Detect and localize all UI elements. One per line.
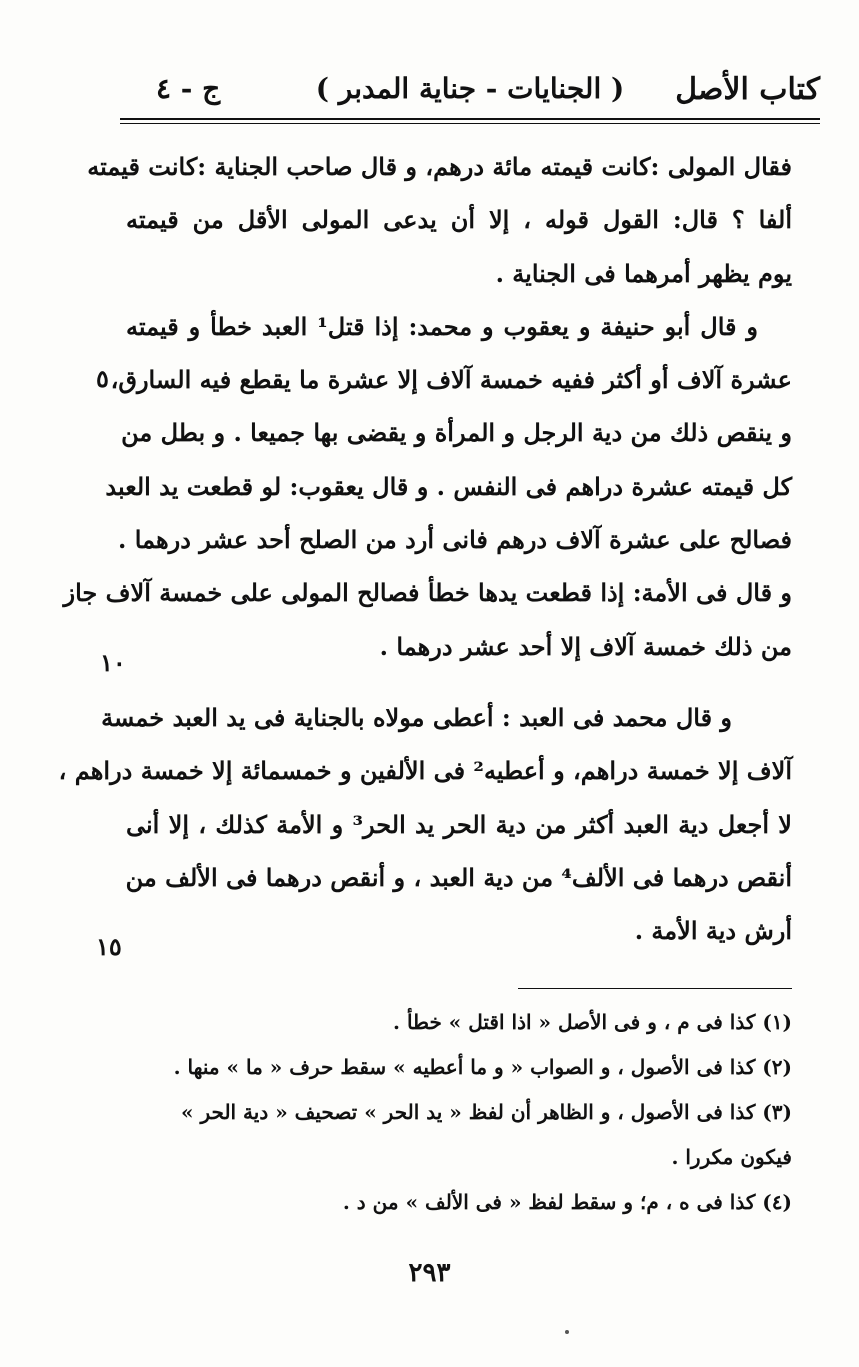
header-rule-thick xyxy=(120,118,820,120)
chapter-title: ( الجنايات - جناية المدبر ) xyxy=(315,72,625,105)
text-line: و ينقص ذلك من دية الرجل و المرأة و يقضى بها جميعا . و بطل من xyxy=(121,418,792,448)
line-number-10: ١٠ xyxy=(100,648,126,677)
line-number-15: ١٥ xyxy=(96,932,122,961)
scan-speck xyxy=(565,1330,569,1334)
footnote-separator xyxy=(518,988,792,989)
text-line: يوم يظهر أمرهما فى الجناية . xyxy=(495,258,792,288)
text-line: أرش دية الأمة . xyxy=(634,916,792,946)
text-line: لا أجعل دية العبد أكثر من دية الحر يد الحر³ و الأمة كذلك ، إلا أنى xyxy=(126,809,792,839)
text-line: أنقص درهما فى الألف⁴ من دية العبد ، و أنقص درهما فى الألف من xyxy=(125,862,792,892)
footnote-1: (١) كذا فى م ، و فى الأصل « اذا اقتل » خطأ . xyxy=(393,1010,792,1034)
line-number-5: ٥ xyxy=(96,364,109,393)
text-line: فصالح على عشرة آلاف درهم فانى أرد من الصلح أحد عشر درهما . xyxy=(118,525,792,555)
text-line: عشرة آلاف أو أكثر ففيه خمسة آلاف إلا عشرة ما يقطع فيه السارق، xyxy=(110,365,792,395)
footnote-3-continued: فيكون مكررا . xyxy=(671,1145,792,1169)
text-line: آلاف إلا خمسة دراهم، و أعطيه² فى الألفين و خمسمائة إلا خمسة دراهم ، xyxy=(58,756,792,786)
header-rule-thin xyxy=(120,123,820,124)
running-header xyxy=(120,72,820,116)
text-line: و قال محمد فى العبد : أعطى مولاه بالجناية فى يد العبد خمسة xyxy=(101,702,732,732)
text-line: و قال أبو حنيفة و يعقوب و محمد: إذا قتل¹ العبد خطأ و قيمته xyxy=(126,311,758,341)
text-line: كل قيمته عشرة دراهم فى النفس . و قال يعقوب: لو قطعت يد العبد xyxy=(105,471,792,501)
footnote-3: (٣) كذا فى الأصول ، و الظاهر أن لفظ « يد الحر » تصحيف « دية الحر » xyxy=(181,1100,792,1124)
footnote-4: (٤) كذا فى ه ، م؛ و سقط لفظ « فى الألف » من د . xyxy=(342,1190,792,1214)
footnotes xyxy=(126,1000,792,1225)
text-line: فقال المولى :كانت قيمته مائة درهم، و قال صاحب الجناية :كانت قيمته xyxy=(87,152,792,181)
volume-label: ج - ٤ xyxy=(156,72,221,105)
footnote-2: (٢) كذا فى الأصول ، و الصواب « و ما أعطيه » سقط حرف « ما » منها . xyxy=(173,1055,792,1079)
page-number: ٢٩٣ xyxy=(408,1258,451,1288)
paragraph-1 xyxy=(87,140,792,300)
text-line: من ذلك خمسة آلاف إلا أحد عشر درهما . xyxy=(379,631,792,661)
book-title: كتاب الأصل xyxy=(675,72,820,107)
text-line: و قال فى الأمة: إذا قطعت يدها خطأ فصالح المولى على خمسة آلاف جاز xyxy=(63,578,792,608)
text-line: ألفا ؟ قال: القول قوله ، إلا أن يدعى المولى الأقل من قيمته xyxy=(126,205,792,235)
